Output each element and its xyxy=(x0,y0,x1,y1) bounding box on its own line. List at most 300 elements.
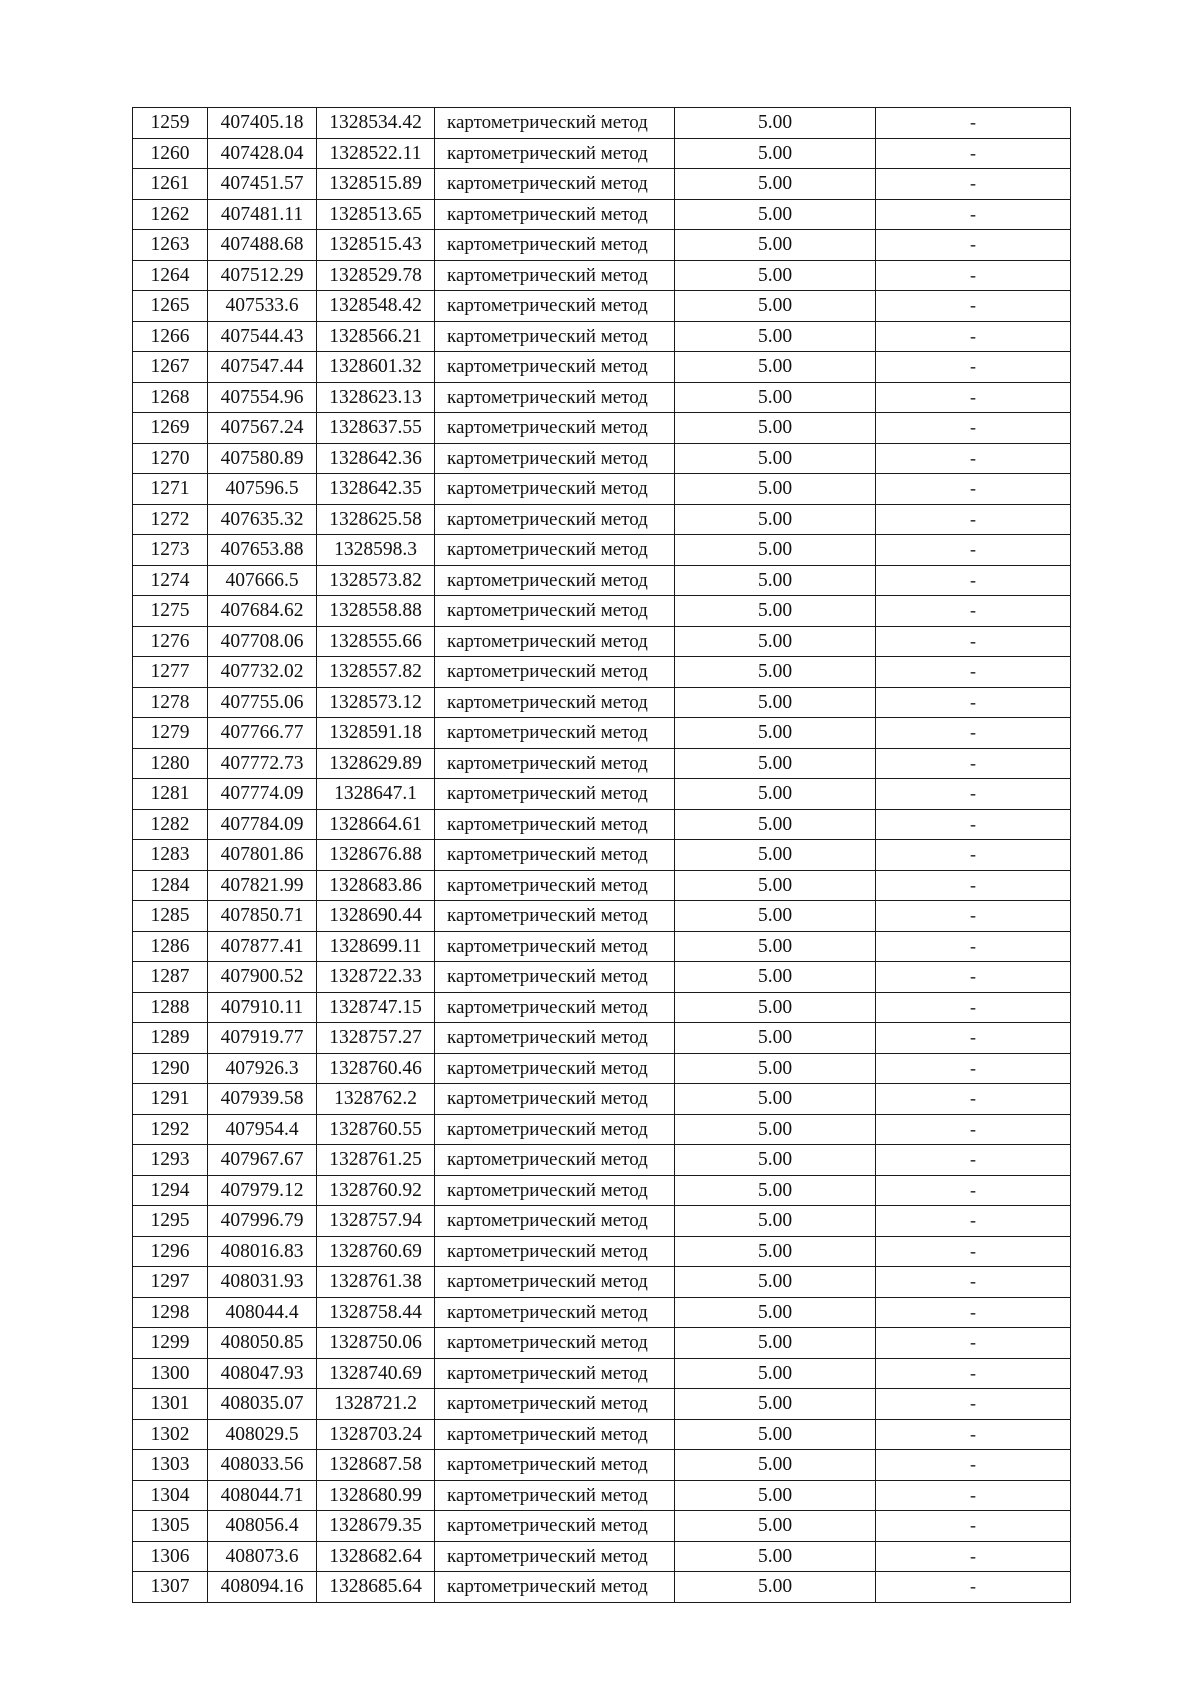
cell-x-coordinate: 407801.86 xyxy=(208,840,317,871)
cell-note: - xyxy=(876,1541,1071,1572)
cell-point-number: 1271 xyxy=(133,474,208,505)
table-row xyxy=(133,779,1071,810)
cell-x-coordinate: 407544.43 xyxy=(208,321,317,352)
cell-method: картометрический метод xyxy=(435,443,675,474)
cell-point-number: 1283 xyxy=(133,840,208,871)
cell-point-number: 1266 xyxy=(133,321,208,352)
cell-note: - xyxy=(876,840,1071,871)
cell-x-coordinate: 408047.93 xyxy=(208,1358,317,1389)
table-row xyxy=(133,535,1071,566)
cell-y-coordinate: 1328534.42 xyxy=(317,108,435,139)
cell-accuracy: 5.00 xyxy=(675,504,876,535)
cell-accuracy: 5.00 xyxy=(675,901,876,932)
cell-note: - xyxy=(876,1053,1071,1084)
cell-note: - xyxy=(876,1175,1071,1206)
table-row xyxy=(133,1572,1071,1603)
cell-point-number: 1295 xyxy=(133,1206,208,1237)
cell-accuracy: 5.00 xyxy=(675,1572,876,1603)
cell-point-number: 1275 xyxy=(133,596,208,627)
cell-method: картометрический метод xyxy=(435,565,675,596)
table-row xyxy=(133,474,1071,505)
cell-y-coordinate: 1328682.64 xyxy=(317,1541,435,1572)
cell-note: - xyxy=(876,1114,1071,1145)
cell-accuracy: 5.00 xyxy=(675,992,876,1023)
cell-x-coordinate: 407877.41 xyxy=(208,931,317,962)
cell-x-coordinate: 407596.5 xyxy=(208,474,317,505)
cell-accuracy: 5.00 xyxy=(675,565,876,596)
cell-x-coordinate: 407428.04 xyxy=(208,138,317,169)
cell-y-coordinate: 1328760.92 xyxy=(317,1175,435,1206)
cell-y-coordinate: 1328557.82 xyxy=(317,657,435,688)
cell-y-coordinate: 1328687.58 xyxy=(317,1450,435,1481)
cell-method: картометрический метод xyxy=(435,474,675,505)
cell-y-coordinate: 1328642.35 xyxy=(317,474,435,505)
cell-x-coordinate: 408073.6 xyxy=(208,1541,317,1572)
cell-point-number: 1273 xyxy=(133,535,208,566)
cell-accuracy: 5.00 xyxy=(675,352,876,383)
cell-note: - xyxy=(876,901,1071,932)
table-row xyxy=(133,382,1071,413)
table-row xyxy=(133,1236,1071,1267)
cell-accuracy: 5.00 xyxy=(675,931,876,962)
cell-method: картометрический метод xyxy=(435,413,675,444)
cell-accuracy: 5.00 xyxy=(675,199,876,230)
cell-x-coordinate: 407547.44 xyxy=(208,352,317,383)
cell-accuracy: 5.00 xyxy=(675,1053,876,1084)
cell-method: картометрический метод xyxy=(435,748,675,779)
cell-point-number: 1296 xyxy=(133,1236,208,1267)
table-row xyxy=(133,413,1071,444)
cell-method: картометрический метод xyxy=(435,626,675,657)
table-row xyxy=(133,230,1071,261)
cell-accuracy: 5.00 xyxy=(675,779,876,810)
cell-accuracy: 5.00 xyxy=(675,748,876,779)
cell-method: картометрический метод xyxy=(435,1297,675,1328)
cell-accuracy: 5.00 xyxy=(675,870,876,901)
cell-x-coordinate: 407772.73 xyxy=(208,748,317,779)
cell-accuracy: 5.00 xyxy=(675,138,876,169)
cell-x-coordinate: 407755.06 xyxy=(208,687,317,718)
cell-x-coordinate: 408031.93 xyxy=(208,1267,317,1298)
cell-point-number: 1301 xyxy=(133,1389,208,1420)
cell-x-coordinate: 408035.07 xyxy=(208,1389,317,1420)
cell-y-coordinate: 1328573.12 xyxy=(317,687,435,718)
cell-point-number: 1293 xyxy=(133,1145,208,1176)
cell-y-coordinate: 1328760.55 xyxy=(317,1114,435,1145)
cell-note: - xyxy=(876,596,1071,627)
cell-point-number: 1268 xyxy=(133,382,208,413)
cell-method: картометрический метод xyxy=(435,1328,675,1359)
cell-point-number: 1303 xyxy=(133,1450,208,1481)
cell-accuracy: 5.00 xyxy=(675,413,876,444)
cell-x-coordinate: 407512.29 xyxy=(208,260,317,291)
cell-point-number: 1267 xyxy=(133,352,208,383)
cell-note: - xyxy=(876,1297,1071,1328)
cell-method: картометрический метод xyxy=(435,779,675,810)
cell-note: - xyxy=(876,1389,1071,1420)
cell-note: - xyxy=(876,260,1071,291)
cell-point-number: 1265 xyxy=(133,291,208,322)
cell-point-number: 1259 xyxy=(133,108,208,139)
cell-note: - xyxy=(876,382,1071,413)
cell-y-coordinate: 1328683.86 xyxy=(317,870,435,901)
cell-x-coordinate: 407684.62 xyxy=(208,596,317,627)
cell-accuracy: 5.00 xyxy=(675,1297,876,1328)
table-row xyxy=(133,352,1071,383)
cell-point-number: 1290 xyxy=(133,1053,208,1084)
table-row xyxy=(133,1389,1071,1420)
coordinates-table-body xyxy=(133,108,1071,1603)
cell-y-coordinate: 1328690.44 xyxy=(317,901,435,932)
cell-accuracy: 5.00 xyxy=(675,1389,876,1420)
table-row xyxy=(133,138,1071,169)
cell-point-number: 1305 xyxy=(133,1511,208,1542)
cell-accuracy: 5.00 xyxy=(675,840,876,871)
cell-method: картометрический метод xyxy=(435,1572,675,1603)
cell-x-coordinate: 407919.77 xyxy=(208,1023,317,1054)
cell-note: - xyxy=(876,169,1071,200)
cell-point-number: 1269 xyxy=(133,413,208,444)
cell-note: - xyxy=(876,230,1071,261)
cell-x-coordinate: 407967.67 xyxy=(208,1145,317,1176)
cell-y-coordinate: 1328740.69 xyxy=(317,1358,435,1389)
cell-accuracy: 5.00 xyxy=(675,1450,876,1481)
table-row xyxy=(133,1053,1071,1084)
cell-accuracy: 5.00 xyxy=(675,1267,876,1298)
cell-x-coordinate: 407554.96 xyxy=(208,382,317,413)
cell-note: - xyxy=(876,199,1071,230)
cell-y-coordinate: 1328676.88 xyxy=(317,840,435,871)
cell-point-number: 1280 xyxy=(133,748,208,779)
cell-y-coordinate: 1328515.89 xyxy=(317,169,435,200)
table-row xyxy=(133,260,1071,291)
cell-note: - xyxy=(876,413,1071,444)
cell-x-coordinate: 407784.09 xyxy=(208,809,317,840)
cell-method: картометрический метод xyxy=(435,687,675,718)
cell-x-coordinate: 407653.88 xyxy=(208,535,317,566)
table-row xyxy=(133,809,1071,840)
cell-method: картометрический метод xyxy=(435,1358,675,1389)
cell-x-coordinate: 408050.85 xyxy=(208,1328,317,1359)
cell-accuracy: 5.00 xyxy=(675,1419,876,1450)
cell-point-number: 1278 xyxy=(133,687,208,718)
cell-note: - xyxy=(876,779,1071,810)
table-row xyxy=(133,901,1071,932)
cell-point-number: 1261 xyxy=(133,169,208,200)
cell-method: картометрический метод xyxy=(435,962,675,993)
cell-method: картометрический метод xyxy=(435,1145,675,1176)
cell-note: - xyxy=(876,809,1071,840)
cell-method: картометрический метод xyxy=(435,1267,675,1298)
cell-y-coordinate: 1328515.43 xyxy=(317,230,435,261)
cell-accuracy: 5.00 xyxy=(675,1114,876,1145)
cell-method: картометрический метод xyxy=(435,596,675,627)
cell-y-coordinate: 1328762.2 xyxy=(317,1084,435,1115)
cell-y-coordinate: 1328522.11 xyxy=(317,138,435,169)
cell-x-coordinate: 408044.4 xyxy=(208,1297,317,1328)
table-row xyxy=(133,596,1071,627)
cell-method: картометрический метод xyxy=(435,352,675,383)
cell-accuracy: 5.00 xyxy=(675,687,876,718)
cell-accuracy: 5.00 xyxy=(675,382,876,413)
cell-accuracy: 5.00 xyxy=(675,1511,876,1542)
table-row xyxy=(133,1175,1071,1206)
cell-note: - xyxy=(876,1267,1071,1298)
table-row xyxy=(133,1206,1071,1237)
cell-y-coordinate: 1328625.58 xyxy=(317,504,435,535)
cell-point-number: 1288 xyxy=(133,992,208,1023)
cell-accuracy: 5.00 xyxy=(675,230,876,261)
cell-note: - xyxy=(876,748,1071,779)
cell-method: картометрический метод xyxy=(435,1419,675,1450)
cell-note: - xyxy=(876,870,1071,901)
table-row xyxy=(133,1541,1071,1572)
cell-y-coordinate: 1328699.11 xyxy=(317,931,435,962)
cell-y-coordinate: 1328685.64 xyxy=(317,1572,435,1603)
cell-note: - xyxy=(876,1419,1071,1450)
cell-point-number: 1282 xyxy=(133,809,208,840)
cell-method: картометрический метод xyxy=(435,291,675,322)
cell-note: - xyxy=(876,1572,1071,1603)
cell-accuracy: 5.00 xyxy=(675,1175,876,1206)
cell-method: картометрический метод xyxy=(435,840,675,871)
cell-point-number: 1270 xyxy=(133,443,208,474)
cell-accuracy: 5.00 xyxy=(675,535,876,566)
cell-accuracy: 5.00 xyxy=(675,1206,876,1237)
cell-note: - xyxy=(876,474,1071,505)
table-row xyxy=(133,962,1071,993)
cell-y-coordinate: 1328680.99 xyxy=(317,1480,435,1511)
table-row xyxy=(133,504,1071,535)
cell-method: картометрический метод xyxy=(435,1480,675,1511)
cell-y-coordinate: 1328555.66 xyxy=(317,626,435,657)
cell-accuracy: 5.00 xyxy=(675,169,876,200)
table-row xyxy=(133,718,1071,749)
cell-x-coordinate: 407488.68 xyxy=(208,230,317,261)
cell-y-coordinate: 1328647.1 xyxy=(317,779,435,810)
cell-method: картометрический метод xyxy=(435,260,675,291)
cell-x-coordinate: 408094.16 xyxy=(208,1572,317,1603)
cell-x-coordinate: 407850.71 xyxy=(208,901,317,932)
cell-method: картометрический метод xyxy=(435,1053,675,1084)
cell-method: картометрический метод xyxy=(435,1023,675,1054)
cell-method: картометрический метод xyxy=(435,199,675,230)
cell-method: картометрический метод xyxy=(435,504,675,535)
cell-x-coordinate: 408056.4 xyxy=(208,1511,317,1542)
cell-accuracy: 5.00 xyxy=(675,474,876,505)
cell-method: картометрический метод xyxy=(435,230,675,261)
table-row xyxy=(133,992,1071,1023)
cell-method: картометрический метод xyxy=(435,870,675,901)
cell-point-number: 1272 xyxy=(133,504,208,535)
cell-y-coordinate: 1328558.88 xyxy=(317,596,435,627)
cell-note: - xyxy=(876,1358,1071,1389)
cell-x-coordinate: 407666.5 xyxy=(208,565,317,596)
cell-y-coordinate: 1328548.42 xyxy=(317,291,435,322)
cell-y-coordinate: 1328721.2 xyxy=(317,1389,435,1420)
cell-y-coordinate: 1328664.61 xyxy=(317,809,435,840)
cell-accuracy: 5.00 xyxy=(675,321,876,352)
cell-x-coordinate: 407766.77 xyxy=(208,718,317,749)
cell-y-coordinate: 1328760.46 xyxy=(317,1053,435,1084)
cell-method: картометрический метод xyxy=(435,321,675,352)
cell-y-coordinate: 1328637.55 xyxy=(317,413,435,444)
cell-x-coordinate: 407926.3 xyxy=(208,1053,317,1084)
cell-y-coordinate: 1328598.3 xyxy=(317,535,435,566)
cell-x-coordinate: 407708.06 xyxy=(208,626,317,657)
cell-point-number: 1307 xyxy=(133,1572,208,1603)
cell-x-coordinate: 407451.57 xyxy=(208,169,317,200)
cell-y-coordinate: 1328529.78 xyxy=(317,260,435,291)
cell-accuracy: 5.00 xyxy=(675,626,876,657)
cell-note: - xyxy=(876,1236,1071,1267)
cell-note: - xyxy=(876,1084,1071,1115)
cell-method: картометрический метод xyxy=(435,931,675,962)
table-row xyxy=(133,931,1071,962)
cell-y-coordinate: 1328761.38 xyxy=(317,1267,435,1298)
cell-x-coordinate: 408016.83 xyxy=(208,1236,317,1267)
cell-method: картометрический метод xyxy=(435,657,675,688)
cell-y-coordinate: 1328722.33 xyxy=(317,962,435,993)
cell-note: - xyxy=(876,962,1071,993)
table-row xyxy=(133,1267,1071,1298)
cell-point-number: 1276 xyxy=(133,626,208,657)
cell-point-number: 1304 xyxy=(133,1480,208,1511)
table-row xyxy=(133,1297,1071,1328)
cell-note: - xyxy=(876,657,1071,688)
cell-y-coordinate: 1328566.21 xyxy=(317,321,435,352)
table-row xyxy=(133,565,1071,596)
cell-accuracy: 5.00 xyxy=(675,108,876,139)
cell-method: картометрический метод xyxy=(435,535,675,566)
cell-note: - xyxy=(876,108,1071,139)
cell-accuracy: 5.00 xyxy=(675,260,876,291)
cell-x-coordinate: 407732.02 xyxy=(208,657,317,688)
cell-note: - xyxy=(876,718,1071,749)
cell-y-coordinate: 1328757.27 xyxy=(317,1023,435,1054)
cell-x-coordinate: 407481.11 xyxy=(208,199,317,230)
cell-method: картометрический метод xyxy=(435,1511,675,1542)
table-row xyxy=(133,443,1071,474)
cell-accuracy: 5.00 xyxy=(675,1023,876,1054)
table-row xyxy=(133,1480,1071,1511)
table-row xyxy=(133,1511,1071,1542)
cell-accuracy: 5.00 xyxy=(675,596,876,627)
cell-note: - xyxy=(876,1023,1071,1054)
cell-note: - xyxy=(876,1206,1071,1237)
cell-method: картометрический метод xyxy=(435,992,675,1023)
cell-point-number: 1297 xyxy=(133,1267,208,1298)
cell-x-coordinate: 407405.18 xyxy=(208,108,317,139)
cell-y-coordinate: 1328679.35 xyxy=(317,1511,435,1542)
cell-point-number: 1284 xyxy=(133,870,208,901)
table-row xyxy=(133,1084,1071,1115)
cell-method: картометрический метод xyxy=(435,1389,675,1420)
cell-point-number: 1289 xyxy=(133,1023,208,1054)
cell-method: картометрический метод xyxy=(435,382,675,413)
cell-note: - xyxy=(876,138,1071,169)
table-row xyxy=(133,199,1071,230)
cell-note: - xyxy=(876,565,1071,596)
cell-note: - xyxy=(876,687,1071,718)
cell-y-coordinate: 1328760.69 xyxy=(317,1236,435,1267)
cell-point-number: 1279 xyxy=(133,718,208,749)
table-row xyxy=(133,626,1071,657)
cell-note: - xyxy=(876,992,1071,1023)
cell-point-number: 1264 xyxy=(133,260,208,291)
cell-point-number: 1277 xyxy=(133,657,208,688)
cell-method: картометрический метод xyxy=(435,718,675,749)
cell-point-number: 1260 xyxy=(133,138,208,169)
cell-method: картометрический метод xyxy=(435,138,675,169)
table-row xyxy=(133,1328,1071,1359)
table-row xyxy=(133,687,1071,718)
cell-point-number: 1274 xyxy=(133,565,208,596)
cell-note: - xyxy=(876,321,1071,352)
cell-note: - xyxy=(876,931,1071,962)
table-row xyxy=(133,291,1071,322)
cell-x-coordinate: 408029.5 xyxy=(208,1419,317,1450)
table-row xyxy=(133,1114,1071,1145)
cell-method: картометрический метод xyxy=(435,169,675,200)
cell-x-coordinate: 407900.52 xyxy=(208,962,317,993)
cell-note: - xyxy=(876,1480,1071,1511)
cell-x-coordinate: 408044.71 xyxy=(208,1480,317,1511)
cell-accuracy: 5.00 xyxy=(675,1084,876,1115)
cell-y-coordinate: 1328761.25 xyxy=(317,1145,435,1176)
cell-note: - xyxy=(876,1145,1071,1176)
table-row xyxy=(133,1450,1071,1481)
cell-note: - xyxy=(876,535,1071,566)
cell-accuracy: 5.00 xyxy=(675,291,876,322)
cell-note: - xyxy=(876,504,1071,535)
cell-accuracy: 5.00 xyxy=(675,809,876,840)
cell-accuracy: 5.00 xyxy=(675,1358,876,1389)
cell-method: картометрический метод xyxy=(435,1206,675,1237)
cell-note: - xyxy=(876,1511,1071,1542)
cell-point-number: 1286 xyxy=(133,931,208,962)
cell-x-coordinate: 407910.11 xyxy=(208,992,317,1023)
table-row xyxy=(133,169,1071,200)
cell-x-coordinate: 408033.56 xyxy=(208,1450,317,1481)
cell-point-number: 1300 xyxy=(133,1358,208,1389)
cell-accuracy: 5.00 xyxy=(675,1236,876,1267)
cell-y-coordinate: 1328703.24 xyxy=(317,1419,435,1450)
cell-y-coordinate: 1328750.06 xyxy=(317,1328,435,1359)
table-row xyxy=(133,108,1071,139)
cell-accuracy: 5.00 xyxy=(675,657,876,688)
table-row xyxy=(133,1023,1071,1054)
cell-accuracy: 5.00 xyxy=(675,443,876,474)
cell-accuracy: 5.00 xyxy=(675,1541,876,1572)
cell-accuracy: 5.00 xyxy=(675,1145,876,1176)
coordinates-table xyxy=(132,107,1071,1603)
cell-x-coordinate: 407580.89 xyxy=(208,443,317,474)
cell-method: картометрический метод xyxy=(435,1236,675,1267)
cell-point-number: 1294 xyxy=(133,1175,208,1206)
cell-y-coordinate: 1328757.94 xyxy=(317,1206,435,1237)
cell-accuracy: 5.00 xyxy=(675,962,876,993)
cell-x-coordinate: 407954.4 xyxy=(208,1114,317,1145)
cell-point-number: 1287 xyxy=(133,962,208,993)
cell-point-number: 1292 xyxy=(133,1114,208,1145)
cell-point-number: 1302 xyxy=(133,1419,208,1450)
cell-point-number: 1285 xyxy=(133,901,208,932)
cell-note: - xyxy=(876,1450,1071,1481)
cell-method: картометрический метод xyxy=(435,1450,675,1481)
cell-y-coordinate: 1328591.18 xyxy=(317,718,435,749)
cell-method: картометрический метод xyxy=(435,901,675,932)
